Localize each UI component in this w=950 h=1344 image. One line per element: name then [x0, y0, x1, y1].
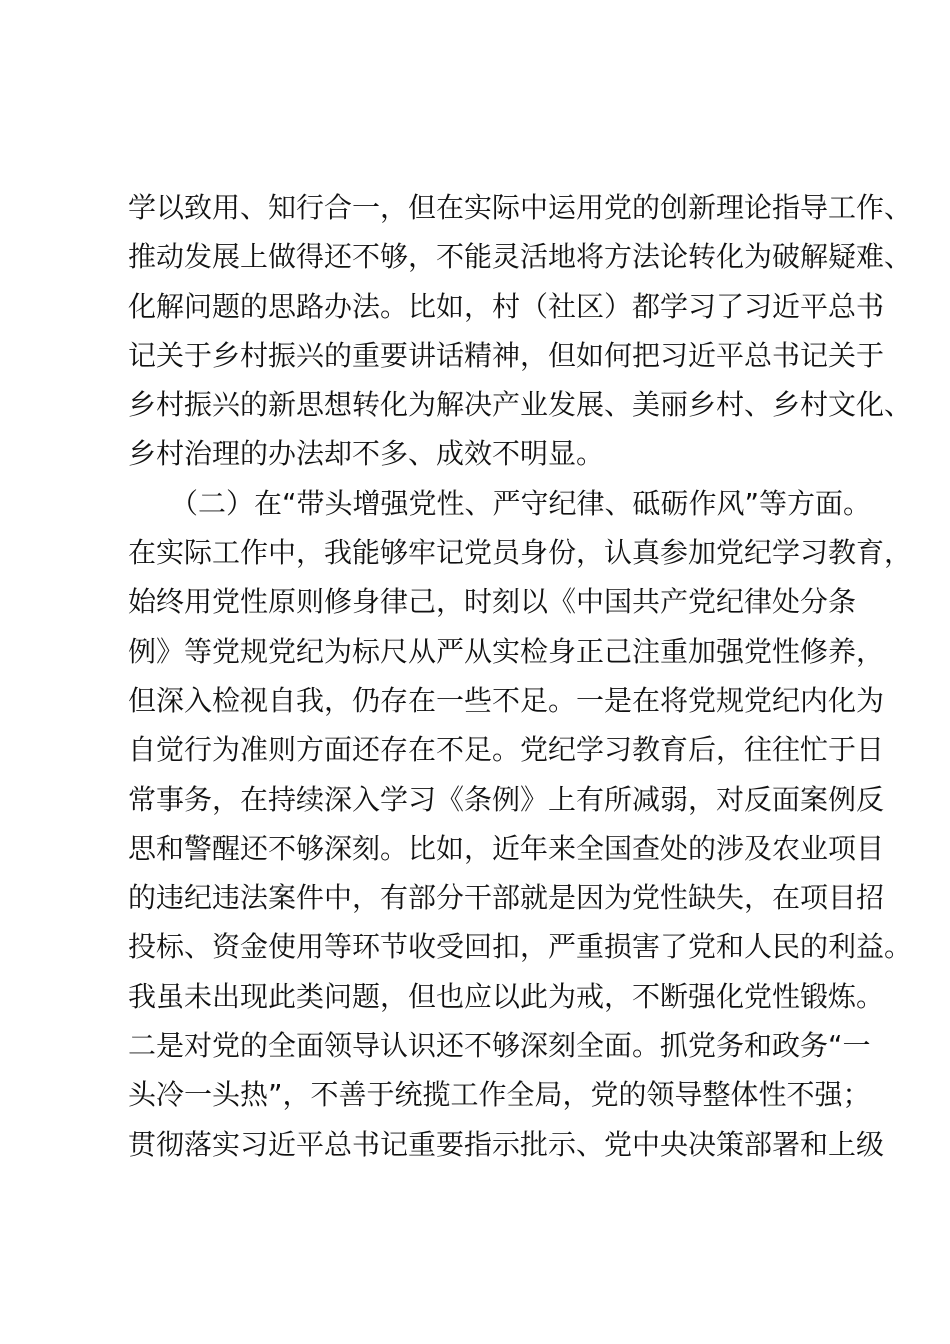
text-line: 记关于乡村振兴的重要讲话精神，但如何把习近平总书记关于 [128, 338, 885, 372]
text-line: 推动发展上做得还不够，不能灵活地将方法论转化为破解疑难、 [128, 240, 913, 274]
text-line: 投标、资金使用等环节收受回扣，严重损害了党和人民的利益。 [128, 930, 913, 964]
text-line: 但深入检视自我，仍存在一些不足。一是在将党规党纪内化为 [128, 683, 885, 717]
text-line: 学以致用、知行合一，但在实际中运用党的创新理论指导工作、 [128, 191, 913, 224]
text-line: 乡村振兴的新思想转化为解决产业发展、美丽乡村、乡村文化、 [128, 388, 913, 422]
section-heading-line: （二）在“带头增强党性、严守纪律、砥砺作风”等方面。 [128, 486, 872, 520]
text-line: 头冷一头热”，不善于统揽工作全局，党的领导整体性不强； [128, 1078, 871, 1112]
text-line: 例》等党规党纪为标尺从严从实检身正己注重加强党性修养， [128, 634, 885, 668]
text-line: 乡村治理的办法却不多、成效不明显。 [128, 437, 605, 471]
text-line: 贯彻落实习近平总书记重要指示批示、党中央决策部署和上级 [128, 1127, 885, 1161]
text-line: 在实际工作中，我能够牢记党员身份，认真参加党纪学习教育， [128, 536, 913, 570]
text-line: 二是对党的全面领导认识还不够深刻全面。抓党务和政务“一 [128, 1029, 871, 1063]
text-line: 化解问题的思路办法。比如，村（社区）都学习了习近平总书 [128, 289, 885, 323]
text-line: 始终用党性原则修身律己，时刻以《中国共产党纪律处分条 [128, 585, 857, 619]
text-line: 常事务，在持续深入学习《条例》上有所减弱，对反面案例反 [128, 782, 885, 816]
text-line: 思和警醒还不够深刻。比如，近年来全国查处的涉及农业项目 [128, 831, 885, 865]
text-line: 的违纪违法案件中，有部分干部就是因为党性缺失，在项目招 [128, 881, 885, 915]
body-text [128, 183, 913, 1169]
text-line: 我虽未出现此类问题，但也应以此为戒，不断强化党性锻炼。 [128, 979, 885, 1013]
text-line: 自觉行为准则方面还存在不足。党纪学习教育后，往往忙于日 [128, 733, 885, 767]
